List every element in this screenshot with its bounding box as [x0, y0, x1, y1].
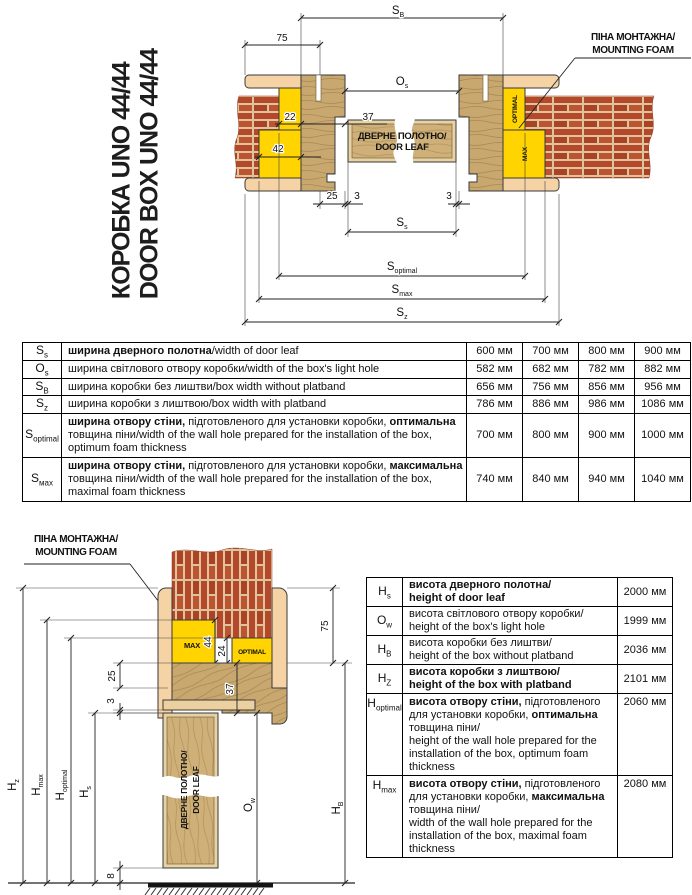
value-cell: 1000 мм [635, 414, 691, 458]
value-cell: 956 мм [635, 378, 691, 396]
value-cell: 682 мм [523, 360, 579, 378]
dimension-25-3-3 [313, 162, 470, 237]
description-cell: ширина дверного полотна/width of door leaf [62, 343, 467, 361]
value-cell: 882 мм [635, 360, 691, 378]
svg-text:Os: $O_s$ [395, 76, 409, 90]
description-cell: ширина світлового отвору коробки/width of the box's light hole [62, 360, 467, 378]
dimension-ow [243, 710, 260, 886]
svg-text:22: 22 [284, 112, 296, 123]
description-cell: ширина коробки з лиштвою/box width with platband [62, 396, 467, 414]
value-cell: 986 мм [579, 396, 635, 414]
value-cell: 886 мм [523, 396, 579, 414]
description-cell: висота коробки без лиштви/ height of the box without platband [403, 636, 618, 665]
foam-callout-en: MOUNTING FOAM [35, 547, 117, 558]
svg-text:8: 8 [106, 873, 117, 879]
svg-text:Ow: $O_w$ [243, 797, 257, 813]
symbol-cell: $O_w$ [367, 607, 403, 636]
table-row [367, 775, 673, 857]
table-row [23, 458, 691, 502]
svg-text:37: 37 [362, 112, 374, 123]
table-row [367, 578, 673, 607]
foam-optimal-mark: OPTIMAL [238, 649, 266, 656]
svg-text:Hmax: $H_{max}$ [31, 774, 45, 796]
value-cell: 940 мм [579, 458, 635, 502]
svg-text:Hz: $H_z$ [7, 779, 21, 791]
bottom-diagram-vertical-section [0, 520, 365, 895]
dimension-hb [331, 660, 348, 886]
value-cell: 600 мм [467, 343, 523, 361]
table-row [367, 665, 673, 694]
description-cell: ширина отвору стіни, підготовленого для установки коробки, оптимальна товщина піни/width of the wall hole prepared for the installation of the box, optimum foam thickness [62, 414, 467, 458]
value-cell: 1999 мм [618, 607, 673, 636]
value-cell: 800 мм [579, 343, 635, 361]
table-row [23, 396, 691, 414]
table-row [23, 360, 691, 378]
symbol-cell: $O_s$ [23, 360, 62, 378]
svg-text:Ss: $S_s$ [396, 217, 408, 231]
dimension-75 [287, 585, 352, 666]
svg-text:24: 24 [217, 645, 228, 657]
svg-text:Sz: $S_z$ [396, 307, 408, 321]
value-cell: 740 мм [467, 458, 523, 502]
table-row [23, 378, 691, 396]
mounting-foam-optimal [232, 638, 272, 663]
width-table [22, 342, 691, 502]
foam-max-mark: MAX [522, 147, 529, 161]
value-cell: 1086 мм [635, 396, 691, 414]
svg-text:3: 3 [106, 698, 117, 704]
value-cell: 786 мм [467, 396, 523, 414]
symbol-cell: $H_{optimal}$ [367, 694, 403, 776]
foam-max-mark: MAX [183, 641, 201, 650]
symbol-cell: $S_z$ [23, 396, 62, 414]
value-cell: 2080 мм [618, 775, 673, 857]
svg-text:25: 25 [107, 670, 118, 682]
svg-text:25: 25 [326, 191, 338, 202]
value-cell: 582 мм [467, 360, 523, 378]
value-cell: 900 мм [635, 343, 691, 361]
table-row [23, 414, 691, 458]
dimension-3 [106, 698, 163, 720]
dimension-hs [79, 710, 163, 886]
door-box-profile-right [459, 75, 503, 191]
symbol-cell: $H_s$ [367, 578, 403, 607]
page-title-uk: КОРОБКА UNO 44/44 [107, 62, 136, 300]
foam-callout-uk: ПІНА МОНТАЖНА/ [591, 32, 675, 43]
table-row [23, 343, 691, 361]
description-cell: висота світлового отвору коробки/ height of the box's light hole [403, 607, 618, 636]
symbol-cell: $H_Z$ [367, 665, 403, 694]
description-cell: ширина отвору стіни, підготовленого для установки коробки, максимальна товщина піни/width of the wall hole prepared for the installation of the box, maximal foam thickness [62, 458, 467, 502]
dimension-75 [242, 33, 323, 75]
value-cell: 1040 мм [635, 458, 691, 502]
dimension-smax [256, 181, 548, 303]
table-row [367, 607, 673, 636]
door-leaf-label-uk: ДВЕРНЕ ПОЛОТНО/ [357, 131, 447, 142]
symbol-cell: $S_{мах}$ [23, 458, 62, 502]
door-leaf-label-en: DOOR LEAF [191, 766, 201, 814]
value-cell: 800 мм [523, 414, 579, 458]
value-cell: 900 мм [579, 414, 635, 458]
svg-text:SB: $S_B$ [391, 5, 405, 19]
svg-text:3: 3 [446, 191, 452, 202]
ground-line [8, 883, 355, 895]
value-cell: 2000 мм [618, 578, 673, 607]
value-cell: 782 мм [579, 360, 635, 378]
page-title [80, 28, 192, 320]
value-cell: 700 мм [523, 343, 579, 361]
platband-left [158, 588, 172, 718]
dimension-sz [242, 194, 562, 326]
dimension-24 [217, 635, 230, 666]
foam-callout [24, 534, 162, 606]
table-row [367, 694, 673, 776]
table-row [367, 636, 673, 665]
svg-text:3: 3 [354, 191, 360, 202]
description-cell: висота отвору стіни, підготовленого для установки коробки, максимальна товщина піни/ width of the wall hole prepared for the installation of the box, maximal foam thickness [403, 775, 618, 857]
svg-text:75: 75 [276, 33, 288, 44]
svg-text:75: 75 [320, 620, 331, 632]
foam-callout-uk: ПІНА МОНТАЖНА/ [34, 534, 118, 545]
value-cell: 700 мм [467, 414, 523, 458]
description-cell: ширина коробки без лиштви/box width without platband [62, 378, 467, 396]
dimension-os [342, 76, 462, 94]
door-box-profile-left [301, 75, 345, 191]
svg-text:44: 44 [203, 636, 214, 648]
value-cell: 2101 мм [618, 665, 673, 694]
dimension-hmax [31, 617, 172, 886]
dimension-hz [7, 585, 158, 886]
svg-text:HB: $H_B$ [331, 801, 345, 815]
door-leaf [160, 713, 221, 868]
platband-right [272, 588, 287, 688]
description-cell: висота отвору стіни, підготовленого для установки коробки, оптимальна товщина піни/ height of the wall hole prepared for the installation of the box, optimum foam thickness [403, 694, 618, 776]
door-leaf-label-en: DOOR LEAF [375, 142, 429, 153]
symbol-cell: $S_{optimal}$ [23, 414, 62, 458]
svg-text:Hoptimal: $H_{optimal}$ [55, 769, 69, 801]
value-cell: 856 мм [579, 378, 635, 396]
svg-text:Smax: $S_{max}$ [391, 284, 413, 298]
svg-text:37: 37 [225, 683, 236, 695]
value-cell: 840 мм [523, 458, 579, 502]
symbol-cell: $H_{max}$ [367, 775, 403, 857]
dimension-ss [345, 217, 459, 235]
height-table [366, 577, 673, 858]
value-cell: 2060 мм [618, 694, 673, 776]
svg-text:42: 42 [272, 144, 284, 155]
description-cell: висота коробки з лиштвою/ height of the box with platband [403, 665, 618, 694]
symbol-cell: $H_B$ [367, 636, 403, 665]
door-leaf-label-uk: ДВЕРНЕ ПОЛОТНО/ [179, 750, 189, 830]
door-stop-bar [163, 700, 255, 710]
value-cell: 756 мм [523, 378, 579, 396]
foam-callout-en: MOUNTING FOAM [592, 45, 674, 56]
value-cell: 2036 мм [618, 636, 673, 665]
symbol-cell: $S_s$ [23, 343, 62, 361]
value-cell: 656 мм [467, 378, 523, 396]
foam-optimal-mark: OPTIMAL [512, 95, 519, 123]
svg-text:Hs: $H_s$ [79, 786, 93, 798]
page-title-en: DOOR BOX UNO 44/44 [135, 48, 163, 300]
top-diagram-horizontal-section [223, 0, 692, 338]
description-cell: висота дверного полотна/ height of door leaf [403, 578, 618, 607]
svg-text:Soptimal: $S_{optimal}$ [386, 261, 418, 275]
dimension-sb [298, 5, 506, 75]
symbol-cell: $S_B$ [23, 378, 62, 396]
